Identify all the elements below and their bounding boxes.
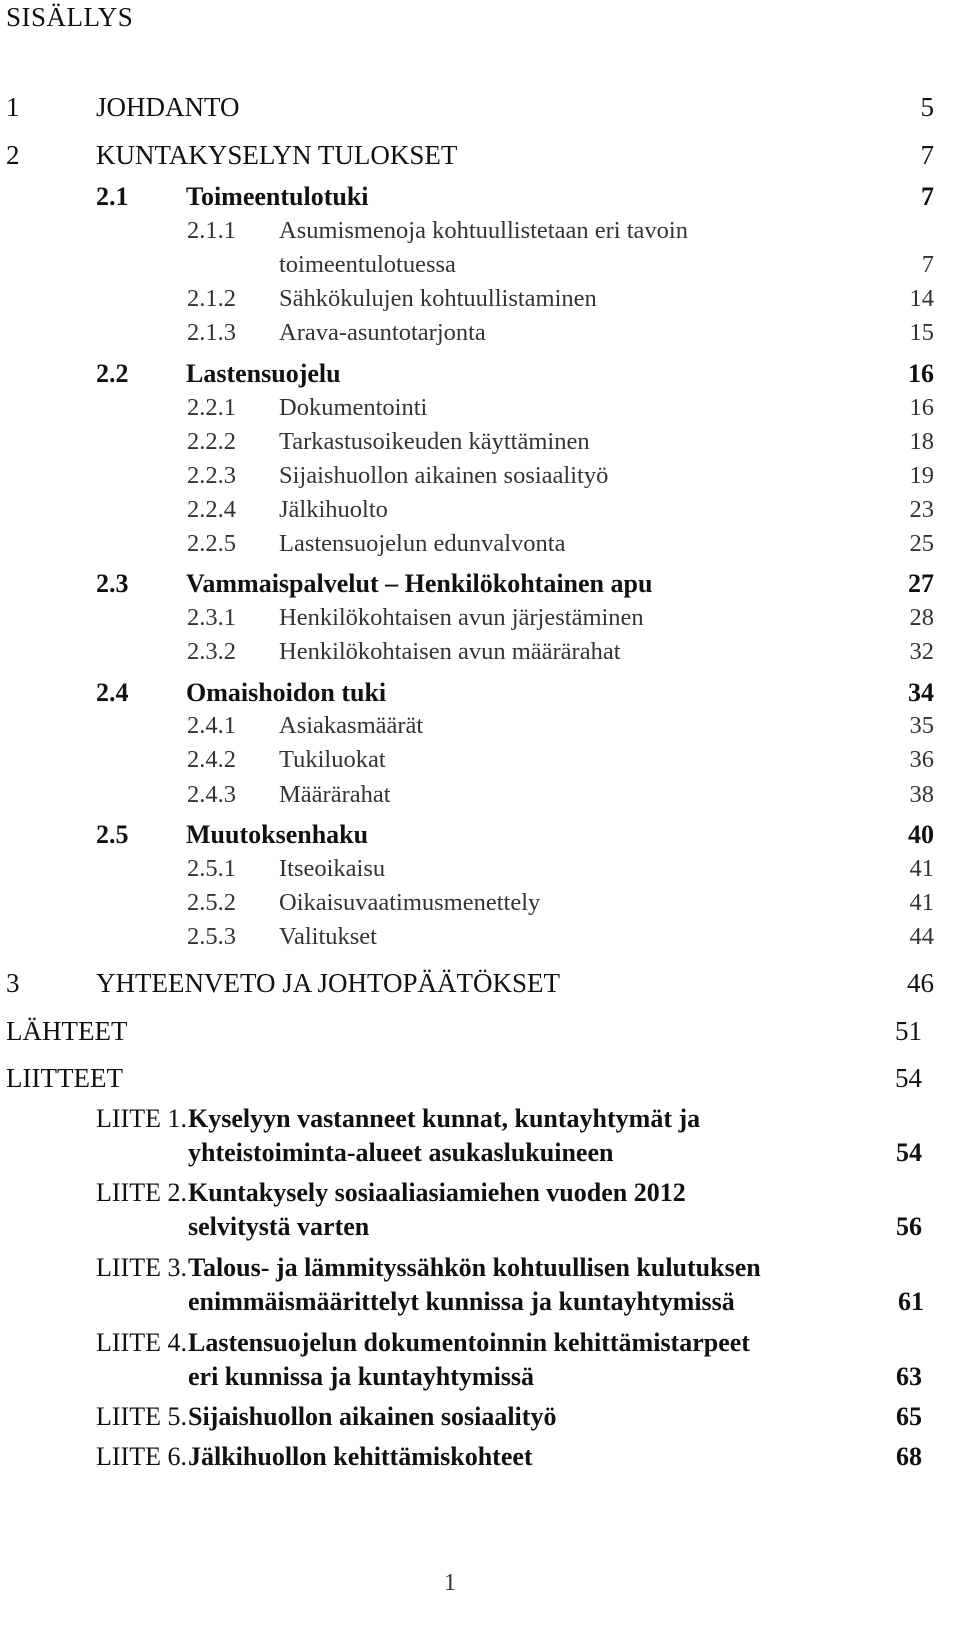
toc-entry-appendices[interactable] [6,1063,922,1097]
entry-page: 7 [921,182,934,211]
entry-label-continued: selvitystä varten [188,1212,370,1241]
entry-page: 32 [909,638,934,665]
toc-entry-subsection[interactable] [187,855,934,885]
toc-entry-appendix[interactable] [96,1402,922,1436]
entry-page: 51 [895,1016,922,1046]
entry-page: 65 [896,1402,922,1431]
entry-number: LIITE 1. [96,1104,187,1133]
entry-number: LIITE 5. [96,1402,187,1431]
toc-entry-appendix[interactable] [96,1178,922,1248]
entry-label: JOHDANTO [96,92,240,122]
entry-number: 2.3.1 [187,604,236,631]
toc-entry-subsection[interactable] [187,604,934,634]
toc-title: SISÄLLYS [6,2,134,32]
entry-page: 5 [920,92,934,122]
entry-number: 2.5.1 [187,855,236,882]
entry-label: Muutoksenhaku [186,820,369,849]
entry-label-continued: enimmäismäärittelyt kunnissa ja kuntayhtymissä [188,1287,735,1316]
entry-page: 38 [909,781,934,808]
entry-number: 2.1 [96,182,129,211]
entry-label: Oikaisuvaatimusmenettely [279,889,541,916]
toc-entry-appendix[interactable] [96,1328,922,1398]
entry-page: 61 [898,1287,924,1316]
entry-label: Asiakasmäärät [279,712,424,739]
entry-number: 2.2.1 [187,394,236,421]
toc-entry-subsection[interactable] [187,217,934,281]
entry-number: 2.4 [96,678,129,707]
toc-entry-section[interactable] [96,182,934,214]
toc-entry-subsection[interactable] [187,530,934,560]
entry-number: 3 [6,968,20,998]
entry-label: LIITTEET [6,1063,123,1093]
entry-number: LIITE 4. [96,1328,187,1357]
entry-page: 19 [909,462,934,489]
entry-page: 16 [908,359,934,388]
entry-page: 25 [909,530,934,557]
toc-entry-subsection[interactable] [187,428,934,458]
toc-entry-appendix[interactable] [96,1104,922,1174]
entry-label: Vammaispalvelut – Henkilökohtainen apu [186,569,653,598]
entry-label: Jälkihuollon kehittämiskohteet [188,1442,533,1471]
entry-label: Omaishoidon tuki [186,678,387,707]
entry-page: 23 [909,496,934,523]
entry-page: 34 [908,678,934,707]
entry-label: Lastensuojelun dokumentoinnin kehittämistarpeet [188,1328,750,1357]
toc-entry-subsection[interactable] [187,462,934,492]
entry-page: 15 [909,319,934,346]
entry-number: 2.2.2 [187,428,236,455]
entry-page: 46 [907,968,934,998]
entry-number: 2.3 [96,569,129,598]
entry-label: Toimeentulotuki [186,182,369,211]
entry-label: Dokumentointi [279,394,428,421]
entry-page: 18 [909,428,934,455]
entry-page: 68 [896,1442,922,1471]
entry-label: Tarkastusoikeuden käyttäminen [279,428,590,455]
entry-page: 27 [908,569,934,598]
entry-number: LIITE 6. [96,1442,187,1471]
entry-number: 2.4.3 [187,781,236,808]
entry-number: 1 [6,92,20,122]
entry-label: Sähkökulujen kohtuullistaminen [279,285,597,312]
entry-page: 41 [909,889,934,916]
entry-number: 2.1.1 [187,217,236,244]
entry-label: Tukiluokat [279,746,386,773]
entry-label-continued: eri kunnissa ja kuntayhtymissä [188,1362,535,1391]
entry-page: 7 [921,251,934,278]
toc-entry-subsection[interactable] [187,394,934,424]
toc-entry-appendix[interactable] [96,1253,924,1323]
entry-page: 63 [896,1362,922,1391]
entry-number: 2.4.1 [187,712,236,739]
entry-label: Jälkihuolto [279,496,388,523]
entry-number: LIITE 2. [96,1178,187,1207]
entry-number: 2.2 [96,359,129,388]
entry-number: 2.5.2 [187,889,236,916]
entry-page: 16 [909,394,934,421]
toc-entry-subsection[interactable] [187,712,934,742]
entry-label: Valitukset [279,923,377,950]
entry-page: 28 [909,604,934,631]
toc-entry-chapter[interactable] [6,140,934,174]
toc-entry-subsection[interactable] [187,496,934,526]
toc-entry-chapter[interactable] [6,968,934,1002]
entry-number: 2.2.5 [187,530,236,557]
entry-label: Kuntakysely sosiaaliasiamiehen vuoden 2012 [188,1178,686,1207]
entry-page: 14 [909,285,934,312]
toc-entry-references[interactable] [6,1016,922,1050]
entry-label: Arava-asuntotarjonta [279,319,486,346]
toc-entry-chapter[interactable] [6,92,934,126]
toc-entry-section[interactable] [96,678,934,710]
toc-entry-subsection[interactable] [187,319,934,349]
entry-page: 35 [909,712,934,739]
toc-entry-section[interactable] [96,820,934,852]
entry-label: Asumismenoja kohtuullistetaan eri tavoin [279,217,688,244]
toc-entry-appendix[interactable] [96,1442,922,1476]
entry-label: Itseoikaisu [279,855,386,882]
entry-number: 2.5.3 [187,923,236,950]
entry-label: Määrärahat [279,781,391,808]
toc-entry-subsection[interactable] [187,781,934,811]
entry-page: 41 [909,855,934,882]
entry-label: YHTEENVETO JA JOHTOPÄÄTÖKSET [96,968,560,998]
entry-number: 2.3.2 [187,638,236,665]
page-number: 1 [444,1570,456,1596]
toc-entry-subsection[interactable] [187,638,934,668]
entry-label: LÄHTEET [6,1016,128,1046]
entry-label: Talous- ja lämmityssähkön kohtuullisen kulutuksen [188,1253,761,1282]
entry-label: Kyselyyn vastanneet kunnat, kuntayhtymät ja [188,1104,701,1133]
entry-label: Lastensuojelun edunvalvonta [279,530,566,557]
entry-page: 7 [920,140,934,170]
entry-number: 2.5 [96,820,129,849]
entry-number: 2.4.2 [187,746,236,773]
toc-entry-section[interactable] [96,359,934,391]
entry-number: 2.2.4 [187,496,236,523]
toc-entry-subsection[interactable] [187,285,934,315]
entry-number: 2.2.3 [187,462,236,489]
toc-entry-section[interactable] [96,569,934,601]
entry-number: LIITE 3. [96,1253,187,1282]
entry-number: 2.1.3 [187,319,236,346]
entry-label: Sijaishuollon aikainen sosiaalityö [188,1402,557,1431]
entry-label-continued: yhteistoiminta-alueet asukaslukuineen [188,1138,614,1167]
entry-label: Henkilökohtaisen avun järjestäminen [279,604,644,631]
entry-page: 54 [895,1063,922,1093]
entry-label-continued: toimeentulotuessa [279,251,456,278]
toc-entry-subsection[interactable] [187,746,934,776]
entry-number: 2.1.2 [187,285,236,312]
entry-page: 44 [909,923,934,950]
entry-page: 54 [896,1138,922,1167]
entry-label: Lastensuojelu [186,359,341,388]
entry-number: 2 [6,140,20,170]
entry-label: Sijaishuollon aikainen sosiaalityö [279,462,609,489]
entry-label: Henkilökohtaisen avun määrärahat [279,638,621,665]
entry-page: 36 [909,746,934,773]
toc-entry-subsection[interactable] [187,889,934,919]
entry-page: 40 [908,820,934,849]
toc-entry-subsection[interactable] [187,923,934,953]
entry-label: KUNTAKYSELYN TULOKSET [96,140,458,170]
entry-page: 56 [896,1212,922,1241]
